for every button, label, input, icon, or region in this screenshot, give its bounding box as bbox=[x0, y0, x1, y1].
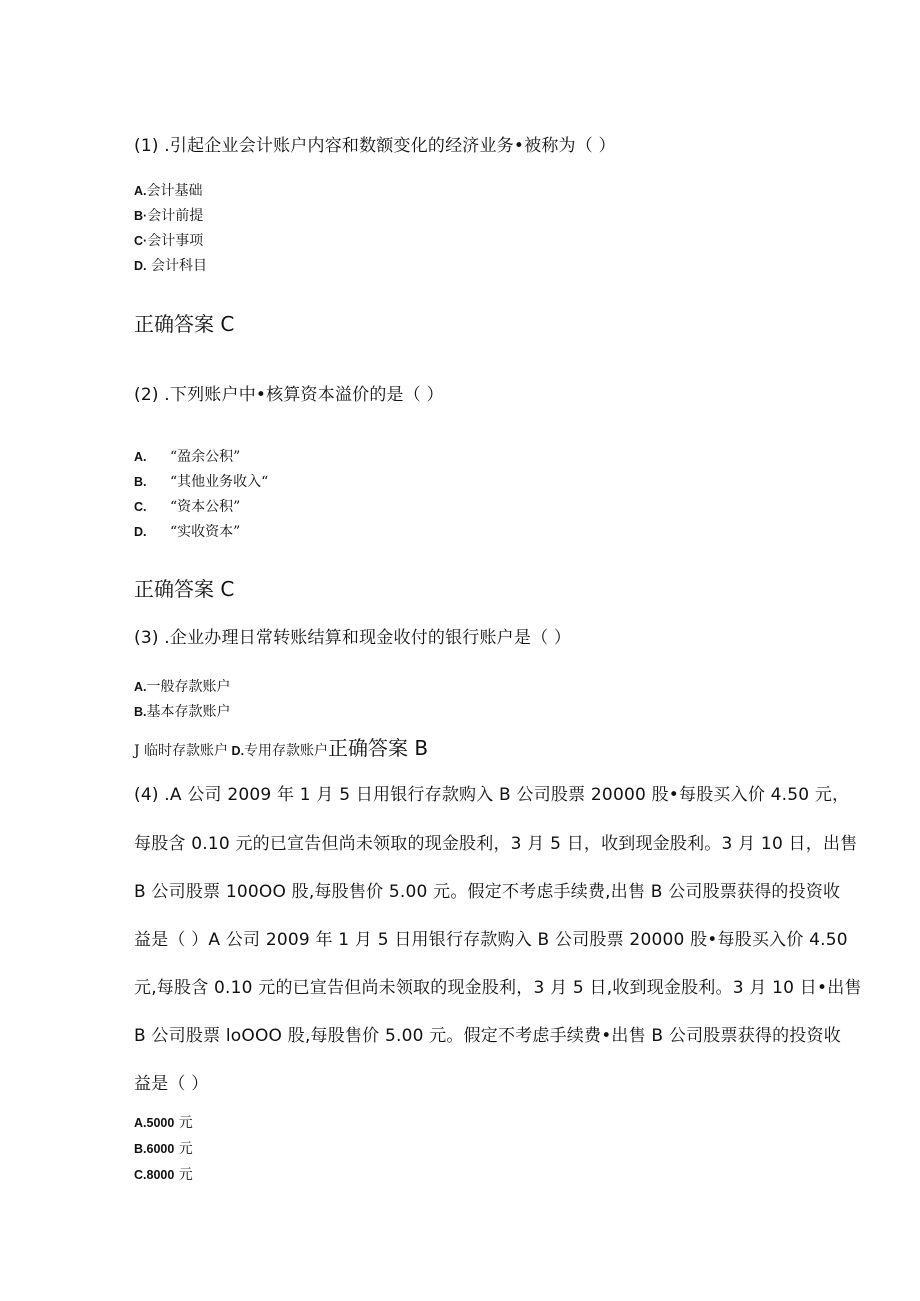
option-text: “实收资本” bbox=[170, 524, 241, 540]
question-2-option-c bbox=[134, 496, 240, 516]
question-2-option-a bbox=[134, 446, 240, 466]
question-4-stem-line-3: B 公司股票 100OO 股,每股售价 5.00 元。假定不考虑手续费,出售 B 公司股票获得的投资收 bbox=[134, 882, 841, 902]
question-2-answer: 正确答案 C bbox=[134, 577, 235, 601]
option-text: “资本公积” bbox=[170, 499, 241, 515]
option-label: A. bbox=[134, 680, 147, 694]
option-label: B· bbox=[134, 209, 148, 223]
option-label: D. bbox=[134, 525, 147, 539]
option-text: 会计科目 bbox=[146, 258, 207, 274]
option-label: A. bbox=[134, 184, 147, 198]
question-1-option-c bbox=[134, 230, 203, 250]
question-4-stem-line-1: (4) .A 公司 2009 年 1 月 5 日用银行存款购入 B 公司股票 20000 股•每股买入价 4.50 元， bbox=[134, 785, 850, 805]
option-label: C. bbox=[134, 500, 147, 514]
option-label: C· bbox=[134, 234, 148, 248]
question-4-stem-line-4: 益是（ ）A 公司 2009 年 1 月 5 日用银行存款购入 B 公司股票 20000 股•每股买入价 4.50 bbox=[134, 930, 848, 950]
option-text: “盈余公积” bbox=[170, 449, 241, 465]
question-1-option-b bbox=[134, 205, 203, 225]
option-text: “其他业务收入“ bbox=[170, 474, 269, 490]
question-2-stem: (2) .下列账户中•核算资本溢价的是（ ） bbox=[134, 385, 444, 405]
option-text: 元 bbox=[174, 1141, 193, 1157]
question-4-stem-line-6: B 公司股票 loOOO 股,每股售价 5.00 元。假定不考虑手续费•出售 B 公司股票获得的投资收 bbox=[134, 1026, 841, 1046]
option-label: B.6000 bbox=[134, 1142, 175, 1156]
option-text: 会计前提 bbox=[147, 208, 204, 224]
option-label: B. bbox=[134, 475, 147, 489]
option-label: B. bbox=[134, 705, 147, 719]
question-4-option-c bbox=[134, 1164, 193, 1184]
option-d-text: 专用存款账户 bbox=[244, 743, 329, 759]
question-2-option-b bbox=[134, 471, 268, 491]
question-1-stem: (1) .引起企业会计账户内容和数额变化的经济业务•被称为（ ） bbox=[134, 136, 616, 156]
question-4-stem-line-5: 元,每股含 0.10 元的已宣告但尚未领取的现金股利，3 月 5 日,收到现金股利。3 月 10 日•出售 bbox=[134, 978, 862, 998]
question-4-stem-line-7: 益是（ ） bbox=[134, 1074, 209, 1094]
option-label: A.5000 bbox=[134, 1116, 175, 1130]
question-3-answer: 正确答案 B bbox=[328, 736, 429, 760]
option-c-text: 临时存款账户 bbox=[144, 743, 229, 759]
option-text: 会计事项 bbox=[147, 233, 204, 249]
question-4-stem-line-2: 每股含 0.10 元的已宣告但尚未领取的现金股利，3 月 5 日，收到现金股利。3 月 10 日，出售 bbox=[134, 834, 858, 854]
question-3-inline-options-answer bbox=[134, 732, 428, 761]
option-text: 基本存款账户 bbox=[146, 704, 231, 720]
option-d-label: D. bbox=[228, 744, 245, 758]
question-3-stem: (3) .企业办理日常转账结算和现金收付的银行账户是（ ） bbox=[134, 628, 572, 648]
option-c-prefix: J bbox=[134, 743, 145, 759]
option-text: 元 bbox=[174, 1167, 193, 1183]
question-4-option-b bbox=[134, 1138, 193, 1158]
option-text: 一般存款账户 bbox=[146, 679, 231, 695]
question-3-option-a bbox=[134, 676, 231, 696]
option-label: D. bbox=[134, 259, 147, 273]
question-1-answer: 正确答案 C bbox=[134, 312, 235, 336]
option-label: A. bbox=[134, 450, 147, 464]
option-text: 元 bbox=[174, 1115, 193, 1131]
question-2-option-d bbox=[134, 521, 240, 541]
question-4-option-a bbox=[134, 1112, 193, 1132]
question-1-option-d bbox=[134, 255, 207, 275]
option-label: C.8000 bbox=[134, 1168, 175, 1182]
question-1-option-a bbox=[134, 180, 203, 200]
option-text: 会计基础 bbox=[146, 183, 203, 199]
question-3-option-b bbox=[134, 701, 231, 721]
